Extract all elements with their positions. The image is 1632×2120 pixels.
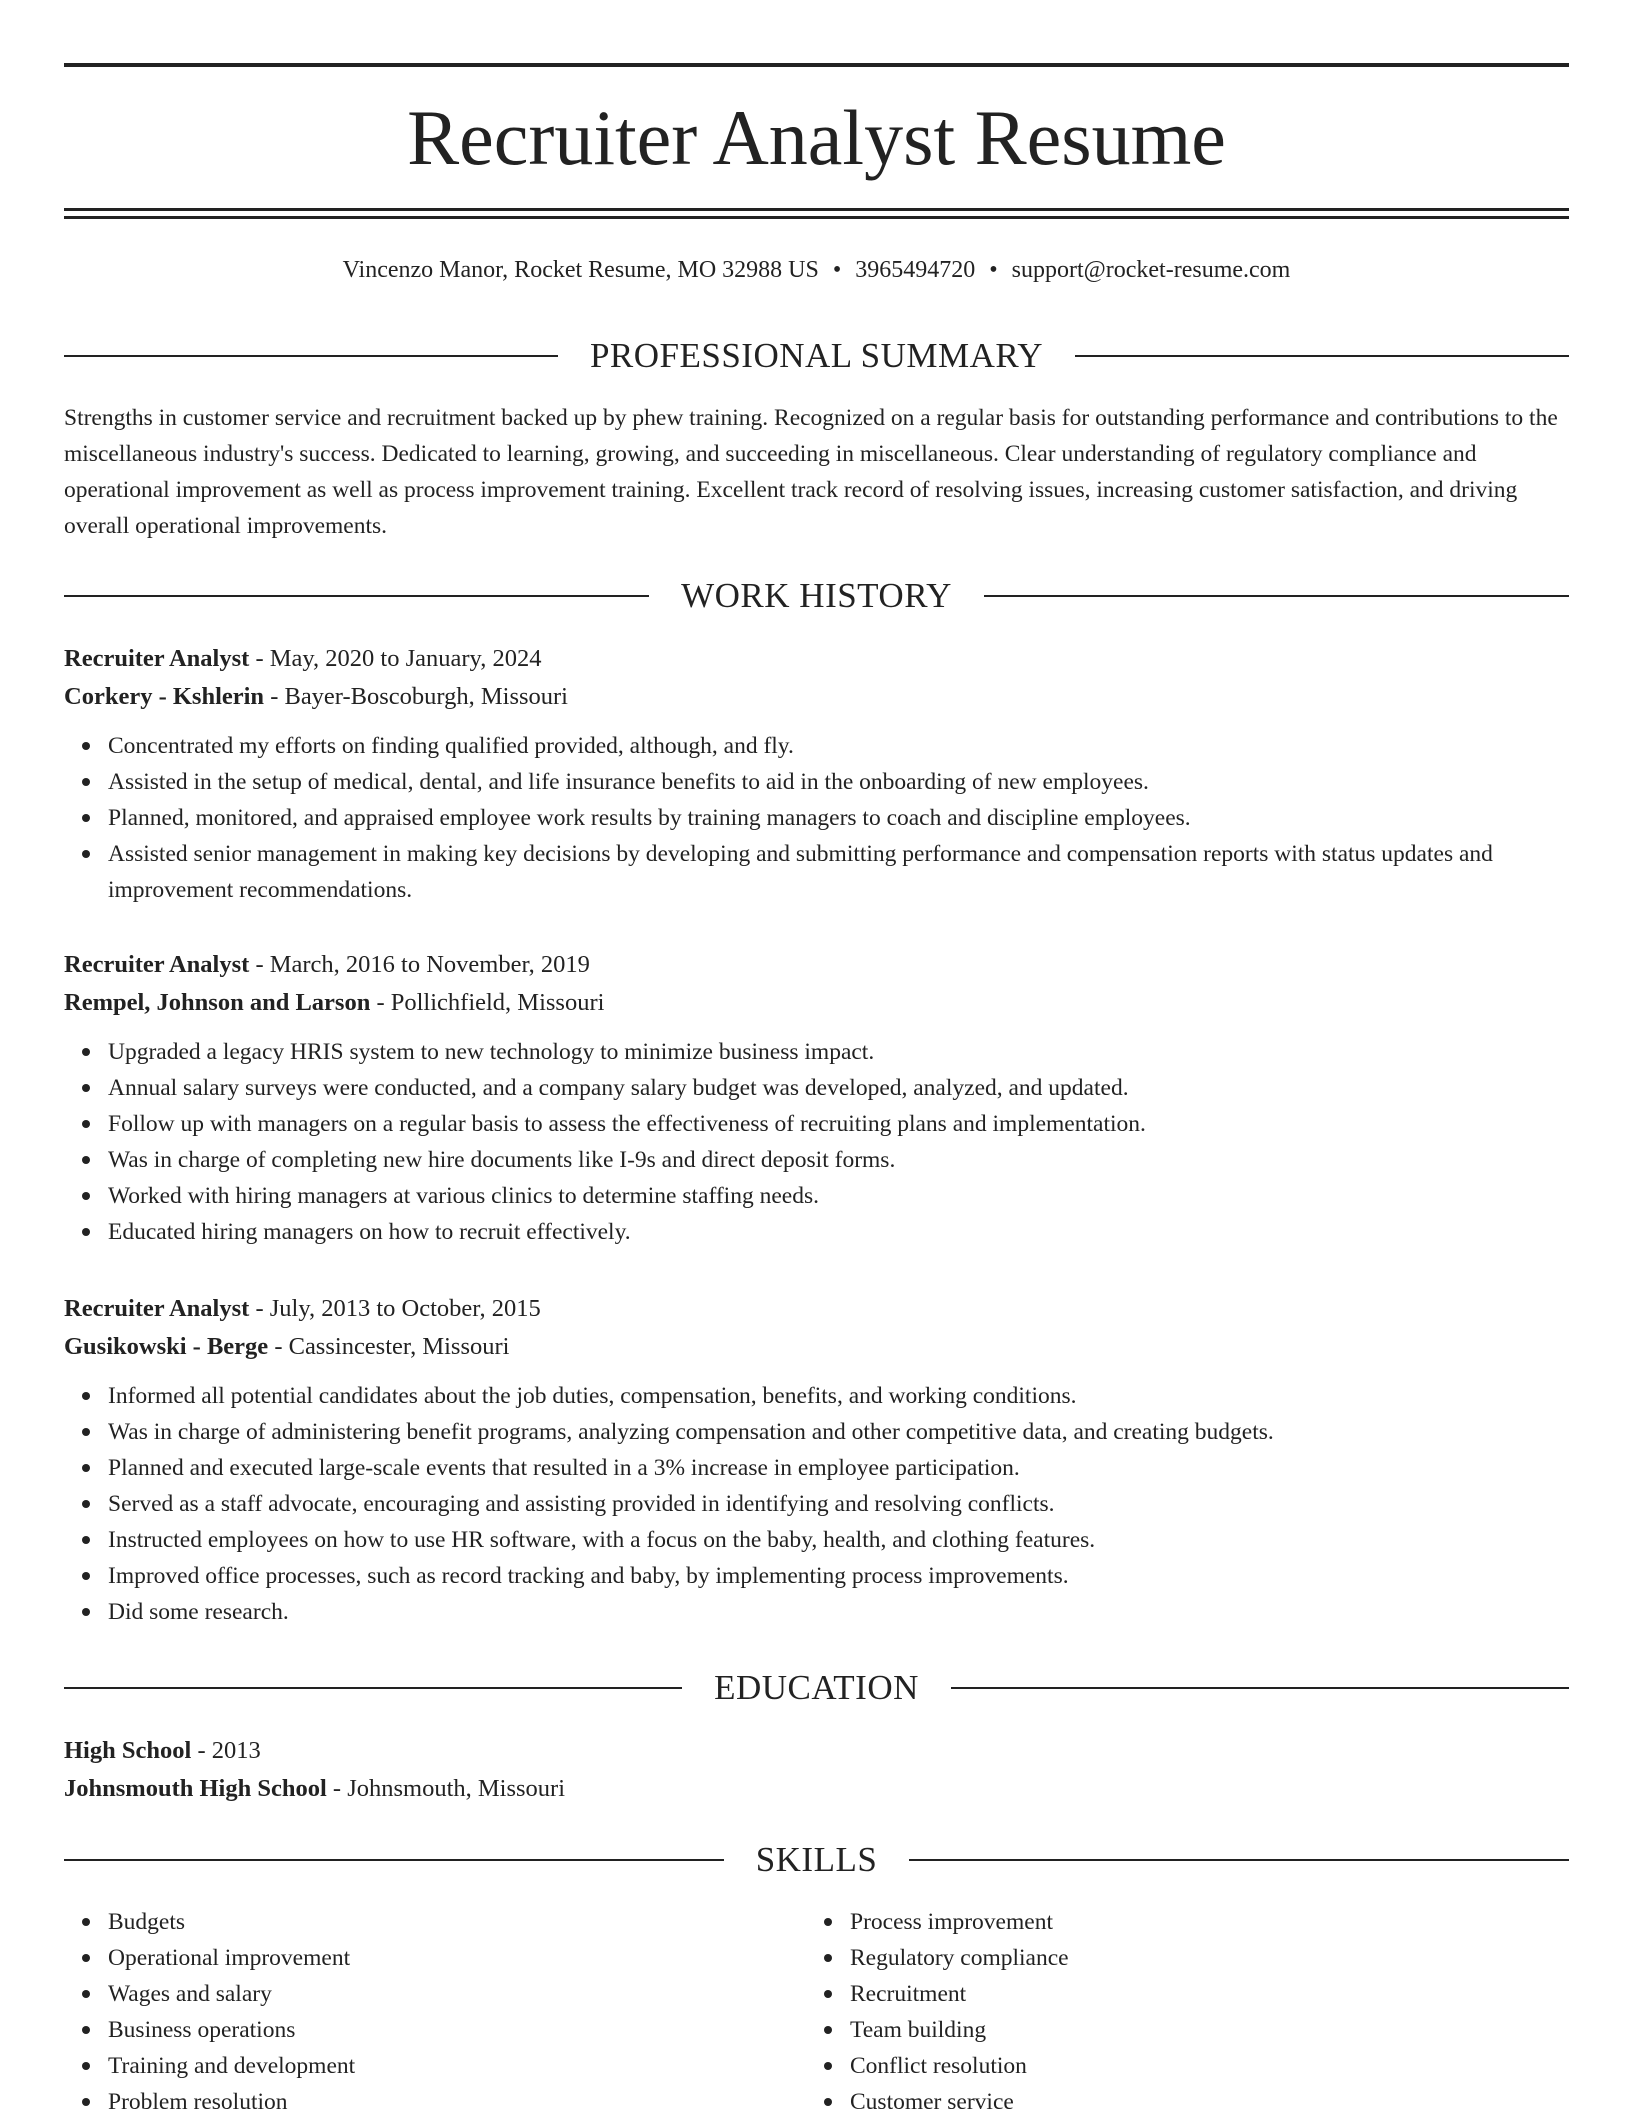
heading-rule (64, 595, 649, 597)
list-item: Budgets (108, 1904, 806, 1940)
list-item: Upgraded a legacy HRIS system to new technology to minimize business impact. (108, 1034, 1569, 1070)
job-company-row (64, 678, 1569, 716)
summary-text: Strengths in customer service and recruitment backed up by phew training. Recognized on a regular basis for outstanding performance and contributions to the miscellaneous industry's success. Dedicated to learning, growing, and succeeding in miscellaneous. Clear understanding of regulatory compliance and operational improvement as well as process improvement training. Excellent track record of resolving issues, increasing customer satisfaction, and driving overall operational improvements. (64, 405, 1558, 539)
list-item: Did some research. (108, 1594, 1569, 1630)
section-heading-work (64, 574, 1569, 618)
list-item: Process improvement (850, 1904, 1548, 1940)
education-entry (64, 1732, 1569, 1808)
section-title: EDUCATION (714, 1668, 919, 1707)
job-company: Corkery - Kshlerin (64, 683, 265, 710)
contact-separator: • (832, 257, 842, 283)
list-item: Follow up with managers on a regular basis to assess the effectiveness of recruiting plans and implementation. (108, 1106, 1569, 1142)
section-title: SKILLS (755, 1840, 878, 1879)
contact-separator: • (989, 257, 998, 283)
list-item: Educated hiring managers on how to recruit effectively. (108, 1214, 1569, 1250)
skills-list-left (64, 1904, 806, 2120)
heading-rule (951, 1687, 1569, 1689)
list-item: Concentrated my efforts on finding qualified provided, although, and fly. (108, 728, 1569, 764)
education-year: - 2013 (191, 1737, 261, 1764)
job-company-row (64, 984, 1569, 1022)
job-entry (64, 640, 1569, 908)
job-bullets (64, 728, 1569, 908)
job-dates: - March, 2016 to November, 2019 (249, 951, 590, 978)
job-company: Gusikowski - Berge (64, 1333, 269, 1360)
education-location: - Johnsmouth, Missouri (326, 1775, 565, 1802)
section-title: WORK HISTORY (681, 576, 952, 615)
list-item: Instructed employees on how to use HR software, with a focus on the baby, health, and clothing features. (108, 1522, 1569, 1558)
title-rule-lower (64, 216, 1569, 219)
heading-rule (64, 1687, 682, 1689)
page-title: Recruiter Analyst Resume (407, 94, 1226, 181)
contact-email: support@rocket-resume.com (1011, 257, 1291, 283)
list-item: Team building (850, 2012, 1548, 2048)
list-item: Assisted senior management in making key decisions by developing and submitting performance and compensation reports with status updates and improvement recommendations. (108, 836, 1569, 908)
job-company: Rempel, Johnson and Larson (64, 989, 371, 1016)
skills-columns (64, 1904, 1569, 2120)
job-location: - Bayer-Boscoburgh, Missouri (264, 683, 568, 710)
list-item: Annual salary surveys were conducted, and a company salary budget was developed, analyzed, and updated. (108, 1070, 1569, 1106)
job-bullets (64, 1378, 1569, 1630)
skills-list-right (806, 1904, 1548, 2120)
list-item: Worked with hiring managers at various clinics to determine staffing needs. (108, 1178, 1569, 1214)
list-item: Was in charge of completing new hire documents like I-9s and direct deposit forms. (108, 1142, 1569, 1178)
education-degree-row (64, 1732, 1569, 1770)
job-dates: - July, 2013 to October, 2015 (249, 1295, 541, 1322)
list-item: Conflict resolution (850, 2048, 1548, 2084)
job-entry (64, 1290, 1569, 1630)
contact-line (64, 254, 1569, 286)
list-item: Recruitment (850, 1976, 1548, 2012)
job-location: - Cassincester, Missouri (268, 1333, 510, 1360)
contact-address: Vincenzo Manor, Rocket Resume, MO 32988 US (342, 257, 819, 283)
list-item: Regulatory compliance (850, 1940, 1548, 1976)
job-title-row (64, 946, 1569, 984)
job-title: Recruiter Analyst (64, 645, 250, 672)
job-title-row (64, 640, 1569, 678)
list-item: Assisted in the setup of medical, dental, and life insurance benefits to aid in the onboarding of new employees. (108, 764, 1569, 800)
title-rule-upper (64, 208, 1569, 211)
list-item: Problem resolution (108, 2084, 806, 2120)
job-title: Recruiter Analyst (64, 951, 250, 978)
list-item: Planned and executed large-scale events that resulted in a 3% increase in employee participation. (108, 1450, 1569, 1486)
job-bullets (64, 1034, 1569, 1250)
list-item: Business operations (108, 2012, 806, 2048)
list-item: Informed all potential candidates about the job duties, compensation, benefits, and working conditions. (108, 1378, 1569, 1414)
job-title: Recruiter Analyst (64, 1295, 250, 1322)
list-item: Planned, monitored, and appraised employee work results by training managers to coach and discipline employees. (108, 800, 1569, 836)
job-entry (64, 946, 1569, 1250)
education-school: Johnsmouth High School (64, 1775, 327, 1802)
list-item: Improved office processes, such as record tracking and baby, by implementing process improvements. (108, 1558, 1569, 1594)
education-degree: High School (64, 1737, 192, 1764)
education-school-row (64, 1770, 1569, 1808)
list-item: Training and development (108, 2048, 806, 2084)
list-item: Wages and salary (108, 1976, 806, 2012)
section-heading-skills (64, 1838, 1569, 1882)
list-item: Customer service (850, 2084, 1548, 2120)
heading-rule (64, 355, 558, 357)
contact-phone: 3965494720 (855, 257, 976, 283)
job-company-row (64, 1328, 1569, 1366)
list-item: Was in charge of administering benefit programs, analyzing compensation and other competitive data, and creating budgets. (108, 1414, 1569, 1450)
job-dates: - May, 2020 to January, 2024 (249, 645, 542, 672)
heading-rule (64, 1859, 724, 1861)
heading-rule (1075, 355, 1569, 357)
heading-rule (909, 1859, 1569, 1861)
job-location: - Pollichfield, Missouri (370, 989, 605, 1016)
section-heading-summary (64, 334, 1569, 378)
list-item: Operational improvement (108, 1940, 806, 1976)
section-title: PROFESSIONAL SUMMARY (589, 336, 1044, 375)
list-item: Served as a staff advocate, encouraging and assisting provided in identifying and resolving conflicts. (108, 1486, 1569, 1522)
section-heading-education (64, 1666, 1569, 1710)
heading-rule (984, 595, 1569, 597)
top-rule (64, 63, 1569, 67)
job-title-row (64, 1290, 1569, 1328)
